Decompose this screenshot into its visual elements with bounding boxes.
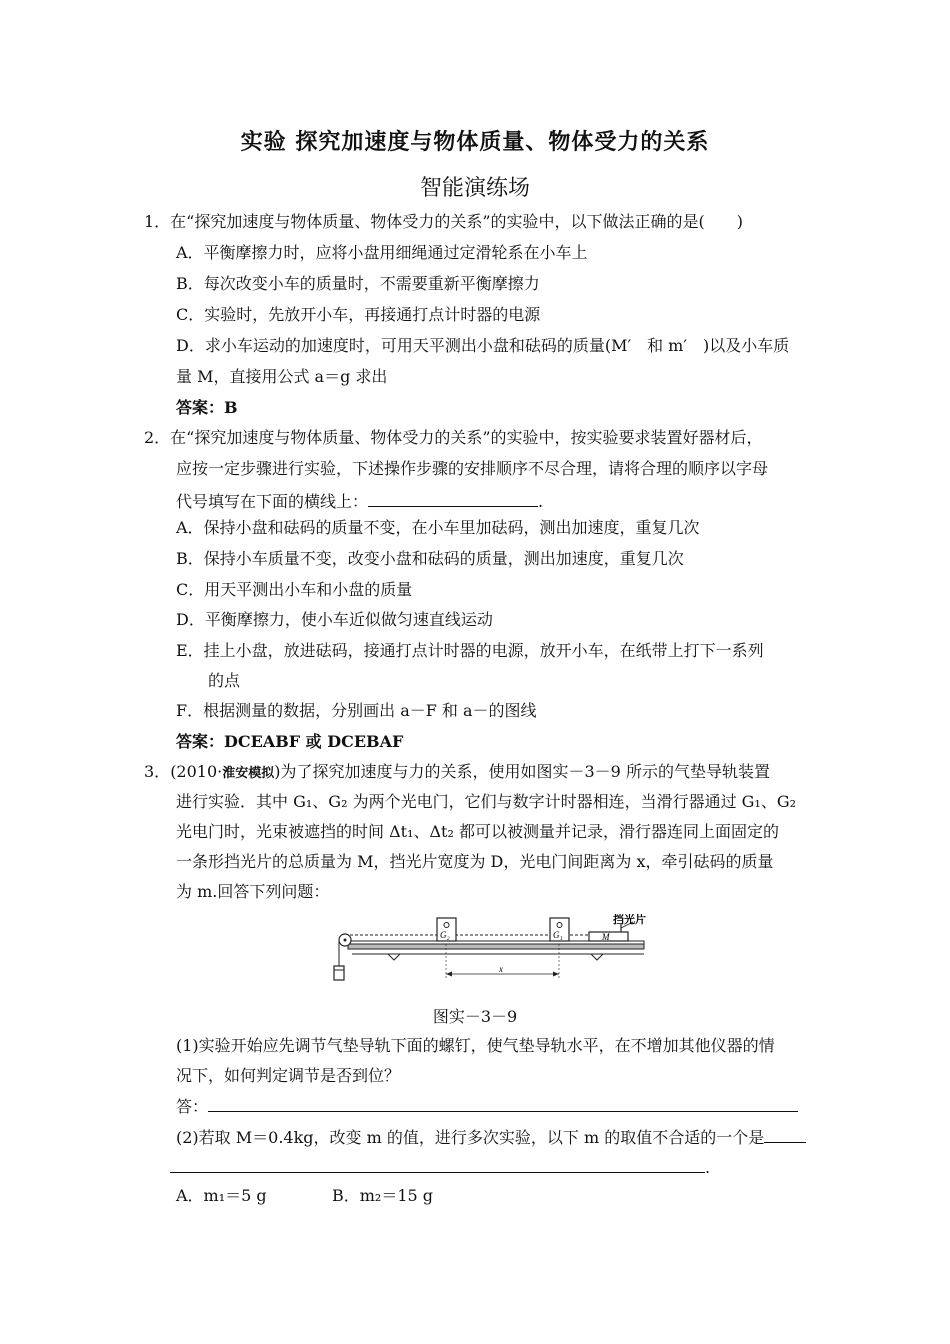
q3-part1-answer-label: 答： xyxy=(176,1097,209,1116)
q1-option-c: C．实验时，先放开小车，再接通打点计时器的电源 xyxy=(176,305,541,324)
photogate-g2-label: G₂ xyxy=(440,930,450,940)
q2-option-c: C．用天平测出小车和小盘的质量 xyxy=(176,580,413,599)
figure-caption: 图实－3－9 xyxy=(432,1007,518,1026)
glider-mass-label: M xyxy=(602,932,610,942)
q3-number: 3． xyxy=(144,762,171,781)
q2-stem-line2: 应按一定步骤进行实验，下述操作步骤的安排顺序不尽合理，请将合理的顺序以字母 xyxy=(176,459,769,478)
q3-source-tag: 淮安模拟 xyxy=(222,766,275,781)
shade-plate-label: 挡光片 xyxy=(613,914,646,926)
q3-part1-line2: 况下，如何判定调节是否到位？ xyxy=(176,1066,401,1085)
q3-part1-answer-blank[interactable] xyxy=(208,1095,798,1112)
q3-part2-answer-blank-a[interactable] xyxy=(764,1126,806,1143)
q3-line1 xyxy=(144,762,770,784)
q2-stem-line3-end: . xyxy=(538,492,544,511)
q3-line4: 一条形挡光片的总质量为 M，挡光片宽度为 D，光电门间距离为 x，牵引砝码的质量 xyxy=(176,852,774,871)
q3-line5: 为 m.回答下列问题： xyxy=(176,882,330,901)
q1-option-d-line2: 量 M，直接用公式 a＝g 求出 xyxy=(176,367,388,386)
q3-part2-line1 xyxy=(176,1126,806,1148)
air-track-rail xyxy=(348,944,644,949)
q2-stem-line3-text: 代号填写在下面的横线上： xyxy=(176,492,369,511)
q2-option-d: D．平衡摩擦力，使小车近似做匀速直线运动 xyxy=(176,610,493,629)
q2-answer-blank[interactable] xyxy=(368,490,538,507)
q3-line1-text: )为了探究加速度与力的关系，使用如图实－3－9 所示的气垫导轨装置 xyxy=(274,762,770,781)
photogate-g1-label: G₁ xyxy=(553,930,563,940)
page-subtitle: 智能演练场 xyxy=(419,176,530,201)
distance-arrow-right xyxy=(553,972,559,977)
q2-option-b: B．保持小车质量不变，改变小盘和砝码的质量，测出加速度，重复几次 xyxy=(176,549,684,568)
hanging-weight xyxy=(334,966,344,980)
q2-stem-line1: 2．在“探究加速度与物体质量、物体受力的关系”的实验中，按实验要求装置好器材后， xyxy=(144,428,763,447)
q3-line2: 进行实验．其中 G₁、G₂ 为两个光电门，它们与数字计时器相连，当滑行器通过 G₁、G₂ xyxy=(176,792,797,811)
q3-line3: 光电门时，光束被遮挡的时间 Δt₁、Δt₂ 都可以被测量并记录，滑行器连同上面固定的 xyxy=(176,822,779,841)
q1-option-d-line1: D．求小车运动的加速度时，可用天平测出小盘和砝码的质量(M′ 和 m′ )以及小车质 xyxy=(176,336,790,355)
pulley-axle xyxy=(344,939,347,942)
q2-stem-line3 xyxy=(176,490,543,512)
page-title: 实验 探究加速度与物体质量、物体受力的关系 xyxy=(240,129,710,155)
q2-option-f: F．根据测量的数据，分别画出 a－F 和 a－的图线 xyxy=(176,701,537,720)
q3-part2-option-b: B．m₂＝15 g xyxy=(332,1186,434,1205)
q2-option-e-line2: 的点 xyxy=(208,671,241,690)
q3-part1-answer-row xyxy=(176,1095,798,1117)
q3-part2-line2 xyxy=(170,1156,710,1178)
q1-option-a: A．平衡摩擦力时，应将小盘用细绳通过定滑轮系在小车上 xyxy=(176,243,588,262)
q2-answer: 答案：DCEABF 或 DCEBAF xyxy=(176,732,404,751)
q1-option-b: B．每次改变小车的质量时，不需要重新平衡摩擦力 xyxy=(176,274,540,293)
q3-part2-answer-blank-b[interactable] xyxy=(170,1156,705,1173)
q2-option-e-line1: E．挂上小盘，放进砝码，接通打点计时器的电源，放开小车，在纸带上打下一系列 xyxy=(176,641,764,660)
q3-part2-text: (2)若取 M＝0.4kg，改变 m 的值，进行多次实验，以下 m 的取值不合适的一个是 xyxy=(176,1128,765,1147)
q3-source-prefix: (2010· xyxy=(170,762,223,781)
q3-part2-end: . xyxy=(705,1158,711,1177)
q1-stem: 1．在“探究加速度与物体质量、物体受力的关系”的实验中，以下做法正确的是( ) xyxy=(144,212,744,231)
distance-label: x xyxy=(499,964,503,974)
distance-arrow-left xyxy=(446,972,452,977)
q2-option-a: A．保持小盘和砝码的质量不变，在小车里加砝码，测出加速度，重复几次 xyxy=(176,518,700,537)
air-track-figure xyxy=(328,914,664,988)
q3-part2-option-a: A．m₁＝5 g xyxy=(176,1186,267,1205)
support-left xyxy=(388,954,400,960)
support-right xyxy=(591,954,603,960)
q1-answer: 答案：B xyxy=(176,398,238,417)
q3-part1-line1: (1)实验开始应先调节气垫导轨下面的螺钉，使气垫导轨水平，在不增加其他仪器的情 xyxy=(176,1036,775,1055)
